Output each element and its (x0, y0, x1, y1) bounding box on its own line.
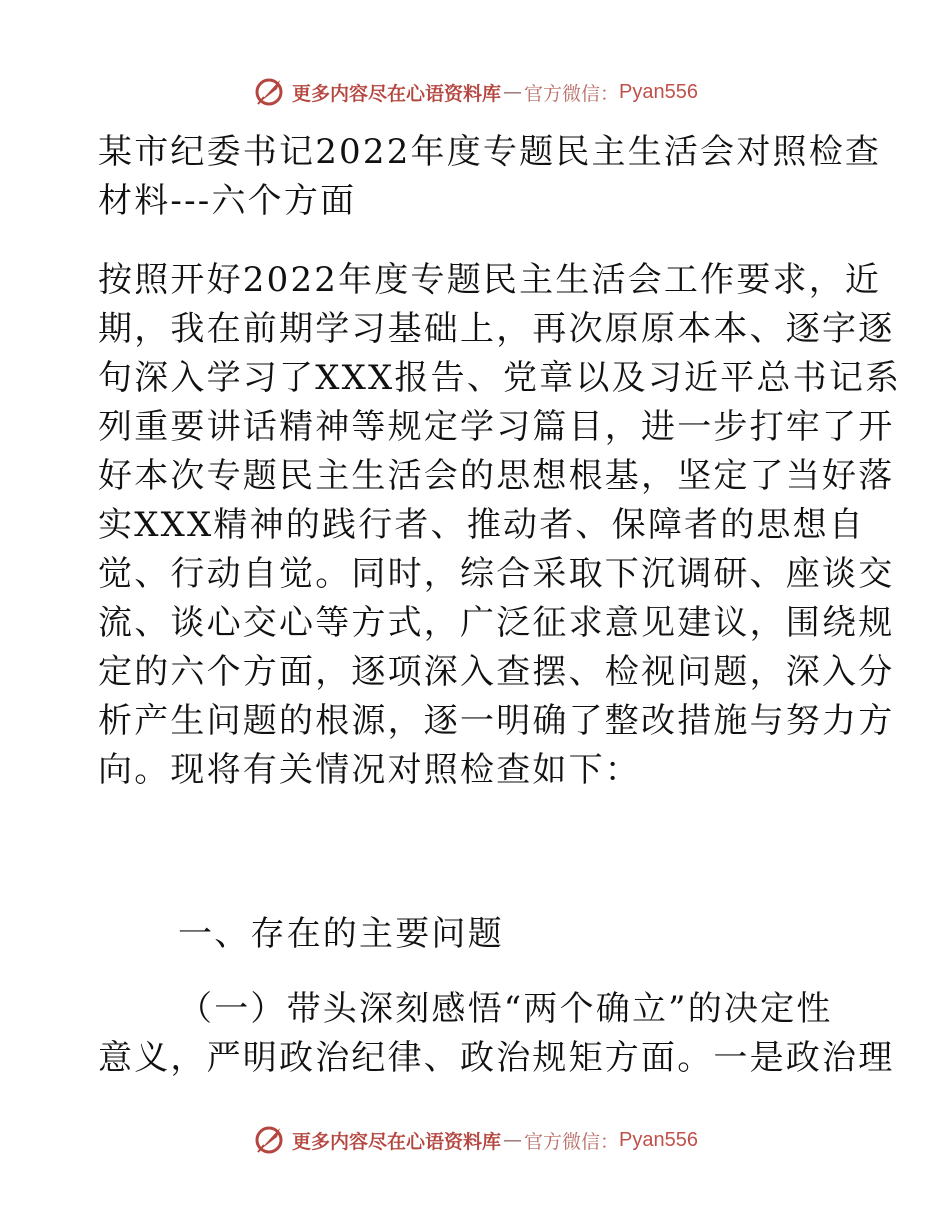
header-watermark (0, 70, 950, 114)
paragraph-line: 意义，严明政治纪律、政治规矩方面。一是政治理 (98, 1038, 895, 1078)
quill-logo-icon (252, 1123, 286, 1157)
paragraph-line: 流、谈心交心等方式，广泛征求意见建议，围绕规 (98, 603, 895, 643)
paragraph-line: 定的六个方面，逐项深入查摆、检视问题，深入分 (98, 652, 895, 692)
watermark-label: 官方微信： (524, 82, 620, 105)
paragraph-line: 列重要讲话精神等规定学习篇目，进一步打牢了开 (98, 407, 895, 447)
intro-paragraph (98, 256, 902, 795)
watermark-wechat-id: Pyan556 (619, 1128, 698, 1151)
paragraph-line: （一）带头深刻感悟“两个确立”的决定性 (178, 989, 833, 1029)
subsection-paragraph (98, 985, 895, 1083)
document-title (98, 128, 882, 226)
watermark-label: 官方微信： (524, 1130, 620, 1153)
watermark-brand-text: 更多内容尽在心语资料库 (292, 1130, 502, 1153)
paragraph-line: 期，我在前期学习基础上，再次原原本本、逐字逐 (98, 309, 895, 349)
watermark-separator: — (503, 81, 523, 103)
footer-watermark (0, 1118, 950, 1162)
paragraph-line: 析产生问题的根源，逐一明确了整改措施与努力方 (98, 701, 895, 741)
paragraph-line: 向。现将有关情况对照检查如下： (98, 750, 641, 790)
paragraph-line: 觉、行动自觉。同时，综合采取下沉调研、座谈交 (98, 554, 895, 594)
section-heading: 一、存在的主要问题 (178, 914, 504, 954)
paragraph-line: 按照开好2022年度专题民主生活会工作要求，近 (98, 260, 882, 300)
paragraph-line: 句深入学习了XXX报告、党章以及习近平总书记系 (98, 358, 902, 398)
paragraph-line: 好本次专题民主生活会的思想根基，坚定了当好落 (98, 456, 895, 496)
paragraph-line: 实XXX精神的践行者、推动者、保障者的思想自 (98, 505, 866, 545)
quill-logo-icon (252, 75, 286, 109)
watermark-separator: — (503, 1129, 523, 1151)
title-line: 某市纪委书记2022年度专题民主生活会对照检查 (98, 132, 882, 172)
watermark-brand-text: 更多内容尽在心语资料库 (292, 82, 502, 105)
watermark-wechat-id: Pyan556 (619, 80, 698, 103)
title-line: 材料---六个方面 (98, 181, 357, 221)
